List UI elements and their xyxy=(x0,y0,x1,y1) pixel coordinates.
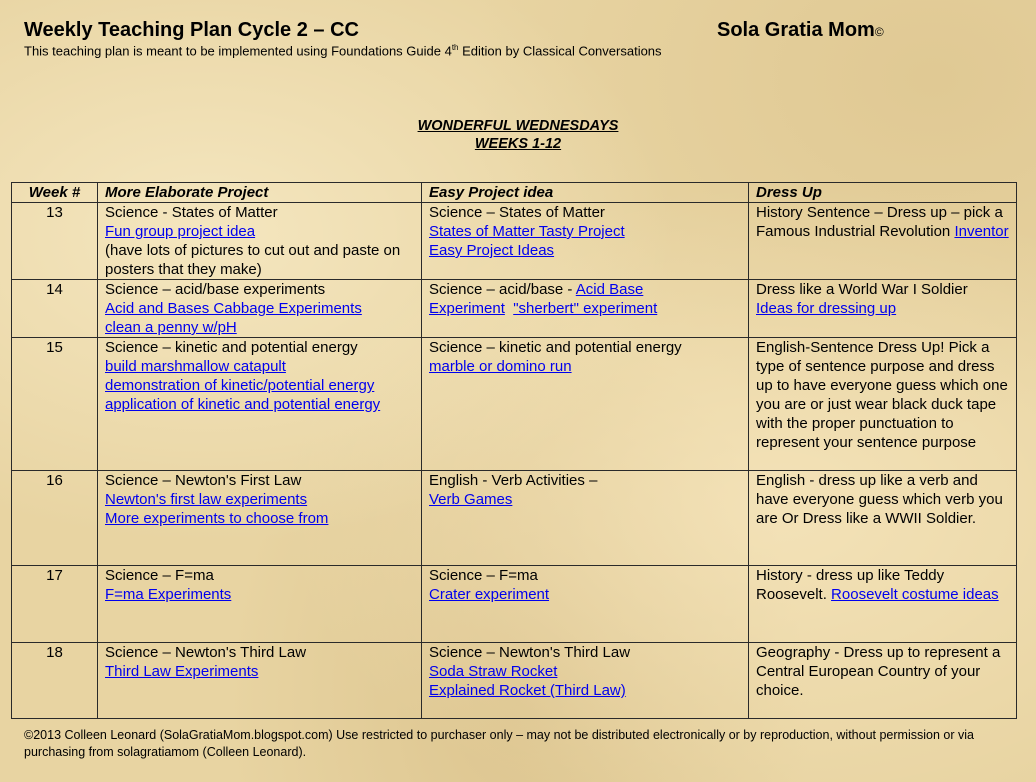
topic-text: Science – kinetic and potential energy xyxy=(429,339,682,356)
easy-cell xyxy=(422,338,749,471)
topic-text: Science – States of Matter xyxy=(429,204,605,221)
note-text: (have lots of pictures to cut out and paste on posters that they make) xyxy=(105,242,401,278)
week-number: 14 xyxy=(12,280,98,338)
dress-text: English - dress up like a verb and have everyone guess which verb you are Or Dress like a WWII Soldier. xyxy=(756,472,1003,527)
elaborate-cell xyxy=(98,471,422,566)
topic-text: Science – Newton's First Law xyxy=(105,472,302,489)
subtitle-text-end: Edition by Classical Conversations xyxy=(458,43,662,59)
link-application-energy[interactable]: application of kinetic and potential energy xyxy=(105,396,381,413)
link-ideas-for-dressing-up[interactable]: Ideas for dressing up xyxy=(756,300,897,317)
week-number: 16 xyxy=(12,471,98,566)
link-verb-games[interactable]: Verb Games xyxy=(429,491,513,508)
elaborate-cell xyxy=(98,643,422,719)
dress-cell xyxy=(749,471,1017,566)
elaborate-cell xyxy=(98,566,422,643)
link-demonstration-energy[interactable]: demonstration of kinetic/potential energy xyxy=(105,377,375,394)
week-number: 13 xyxy=(12,203,98,280)
column-header-week: Week # xyxy=(12,183,98,203)
dress-text: History Sentence – Dress up – pick a Famous Industrial Revolution xyxy=(756,204,1003,240)
link-more-experiments[interactable]: More experiments to choose from xyxy=(105,510,329,527)
topic-text: English - Verb Activities – xyxy=(429,472,598,489)
easy-cell xyxy=(422,643,749,719)
topic-text: Science – acid/base experiments xyxy=(105,281,326,298)
table-row xyxy=(12,643,1017,719)
link-fun-group-project[interactable]: Fun group project idea xyxy=(105,223,256,240)
link-fma-experiments[interactable]: F=ma Experiments xyxy=(105,586,232,603)
topic-text: Science – F=ma xyxy=(105,567,214,584)
link-marble-domino-run[interactable]: marble or domino run xyxy=(429,358,572,375)
brand-name xyxy=(717,19,884,42)
easy-cell xyxy=(422,280,749,338)
page-subtitle xyxy=(24,43,662,58)
week-number: 15 xyxy=(12,338,98,471)
easy-cell xyxy=(422,203,749,280)
copyright-footer: ©2013 Colleen Leonard (SolaGratiaMom.blogspot.com) Use restricted to purchaser only – may not be distributed electronically or by reproduction, without permission or via purchasing from solagratiamom (Colleen Leonard). xyxy=(24,728,974,759)
dress-cell xyxy=(749,280,1017,338)
link-acid-bases-cabbage[interactable]: Acid and Bases Cabbage Experiments xyxy=(105,300,362,317)
brand-copyright-mark: © xyxy=(874,25,884,39)
dress-cell xyxy=(749,203,1017,280)
teaching-plan-table xyxy=(11,182,1017,719)
section-heading-line2: WEEKS 1-12 xyxy=(474,136,562,152)
brand-text: Sola Gratia Mom xyxy=(717,19,875,41)
dress-cell xyxy=(749,566,1017,643)
topic-text: Science – acid/base - xyxy=(429,281,576,298)
link-soda-straw-rocket[interactable]: Soda Straw Rocket xyxy=(429,663,558,680)
link-clean-a-penny[interactable]: clean a penny w/pH xyxy=(105,319,237,336)
link-line xyxy=(429,299,741,318)
week-number: 18 xyxy=(12,643,98,719)
section-heading xyxy=(0,117,1036,153)
column-header-dress-up: Dress Up xyxy=(749,183,1017,203)
link-inventor[interactable]: Inventor xyxy=(954,223,1009,240)
easy-cell xyxy=(422,566,749,643)
subtitle-text-start: This teaching plan is meant to be implemented using Foundations Guide 4 xyxy=(24,43,452,59)
topic-text: Science – Newton's Third Law xyxy=(429,644,631,661)
topic-text: Science – F=ma xyxy=(429,567,538,584)
elaborate-cell xyxy=(98,280,422,338)
topic-text: Science - States of Matter xyxy=(105,204,278,221)
elaborate-cell xyxy=(98,338,422,471)
week-number: 17 xyxy=(12,566,98,643)
link-roosevelt-costume-ideas[interactable]: Roosevelt costume ideas xyxy=(831,586,999,603)
table-header-row xyxy=(12,183,1017,203)
dress-text: History - dress up like Teddy Roosevelt. xyxy=(756,567,945,603)
table-row xyxy=(12,338,1017,471)
table-row xyxy=(12,203,1017,280)
topic-line xyxy=(429,280,741,299)
dress-text: Dress like a World War I Soldier xyxy=(756,281,968,298)
table-row xyxy=(12,566,1017,643)
page-title: Weekly Teaching Plan Cycle 2 – CC xyxy=(24,19,359,41)
dress-cell xyxy=(749,338,1017,471)
link-explained-rocket[interactable]: Explained Rocket (Third Law) xyxy=(429,682,626,699)
link-easy-project-ideas[interactable]: Easy Project Ideas xyxy=(429,242,555,259)
column-header-easy: Easy Project idea xyxy=(422,183,749,203)
link-newtons-first-law[interactable]: Newton's first law experiments xyxy=(105,491,308,508)
dress-cell xyxy=(749,643,1017,719)
link-sherbert-experiment[interactable]: "sherbert" experiment xyxy=(513,300,658,317)
link-acid-base[interactable]: Acid Base xyxy=(575,281,644,298)
link-experiment[interactable]: Experiment xyxy=(429,300,505,317)
table-row xyxy=(12,471,1017,566)
link-crater-experiment[interactable]: Crater experiment xyxy=(429,586,550,603)
topic-text: Science – Newton's Third Law xyxy=(105,644,307,661)
topic-text: Science – kinetic and potential energy xyxy=(105,339,358,356)
link-states-of-matter-tasty[interactable]: States of Matter Tasty Project xyxy=(429,223,625,240)
dress-text: Geography - Dress up to represent a Central European Country of your choice. xyxy=(756,644,1001,699)
subtitle-superscript: th xyxy=(451,43,459,52)
dress-text: English-Sentence Dress Up! Pick a type of sentence purpose and dress up to have everyone guess which one you are or just wear black duck tape with the proper punctuation to represent your sentence purpose xyxy=(756,339,1008,451)
column-header-elaborate: More Elaborate Project xyxy=(98,183,422,203)
table-row xyxy=(12,280,1017,338)
link-marshmallow-catapult[interactable]: build marshmallow catapult xyxy=(105,358,286,375)
easy-cell xyxy=(422,471,749,566)
section-heading-line1: WONDERFUL WEDNESDAYS xyxy=(417,118,619,134)
elaborate-cell xyxy=(98,203,422,280)
link-third-law-experiments[interactable]: Third Law Experiments xyxy=(105,663,259,680)
